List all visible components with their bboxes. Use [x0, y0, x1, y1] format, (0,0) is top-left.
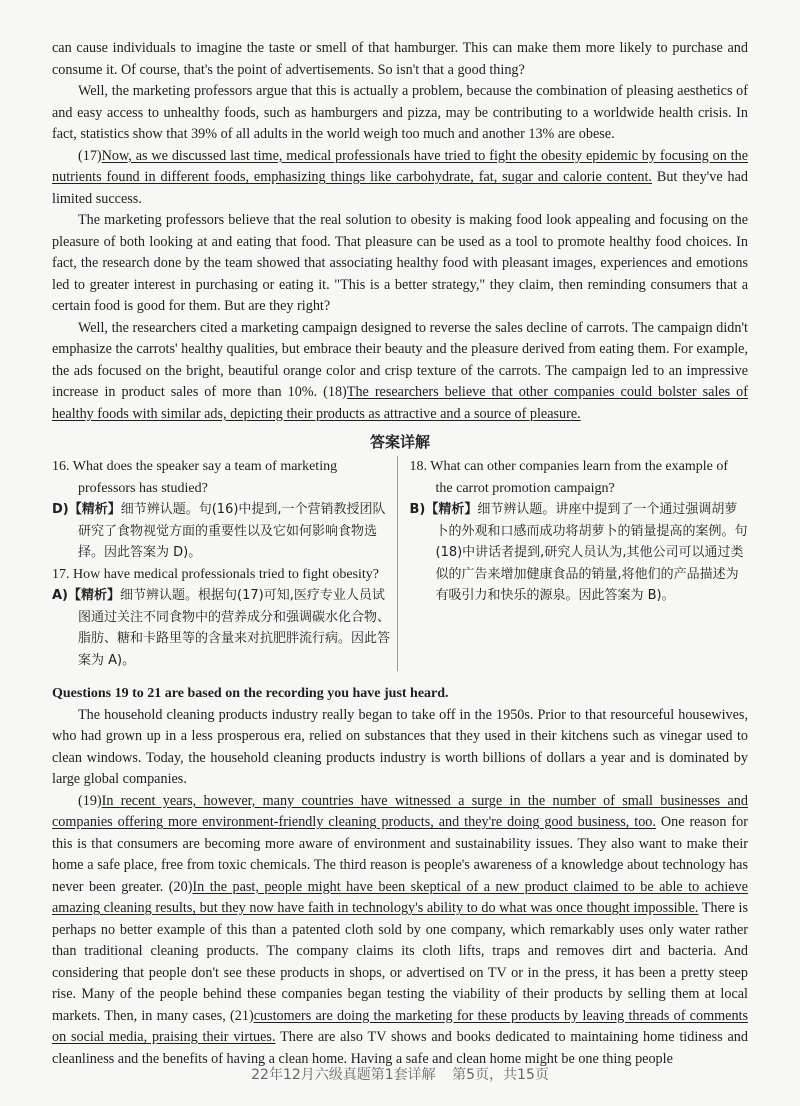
paragraph: can cause individuals to imagine the taste or smell of that hamburger. This can make them more likely to purchase and consume it. Of course, that's the point of advertisements. So isn't that a good thing? [52, 40, 748, 78]
question-17: 17. How have medical professionals tried to fight obesity? [52, 566, 379, 582]
answer-columns [52, 456, 748, 671]
underlined-sentence-17: Now, as we discussed last time, medical professionals have tried to fight the obesity epidemic by focusing on the nutrients found in different foods, emphasizing things like carbohydrate, fat, sugar and calorie content. [52, 147, 748, 185]
paragraph-18: Well, the researchers cited a marketing campaign designed to reverse the sales decline of carrots. The campaign didn't emphasize the carrots' healthy qualities, but embrace their beauty and the pleasure derived from eating them. For example, the ads focused on the bright, beautiful orange color and crisp texture of the carrots. The campaign led to an impressive increase in product sales of more than 10%. (18)The researchers believe that other companies could bolster sales of healthy foods with similar ads, depicting their products as attractive and a source of pleasure. [52, 319, 748, 422]
answer-18: B)【精析】细节辨认题。讲座中提到了一个通过强调胡萝卜的外观和口感而成功将胡萝卜的销量提高的案例。句(18)中讲话者提到,研究人员认为,其他公司可以通过类似的广告来增加健康食品的销量,将他们的产品描述为有吸引力和快乐的源泉。因此答案为 B)。 [409, 502, 748, 603]
question-16: 16. What does the speaker say a team of marketing professors has studied? [52, 459, 338, 496]
underlined-sentence-20: In the past, people might have been skeptical of a new product claimed to be able to achieve amazing cleaning results, but they now have faith in technology's ability to do what was once thought impossible. [52, 878, 748, 916]
paragraph-19-21: (19)In recent years, however, many countries have witnessed a surge in the number of small businesses and companies offering more environment-friendly cleaning products, and they're doing good business, too. One reason for this is that consumers are becoming more aware of environment and sustainability issues. They also want to make their home a safe place, free from toxic chemicals. The third reason is people's awareness of a knowledge about technology has never been greater. (20)In the past, people might have been skeptical of a new product claimed to be able to achieve amazing cleaning results, but they now have faith in technology's ability to do what was once thought impossible. There is perhaps no better example of this than a patented cloth sold by one company, which remarkably uses only water rather than traditional cleaning products. The company claims its cloth lifts, traps and removes dirt and bacteria. And considering that people don't see these products in shops, or advertised on TV or in the press, it has been a pretty steep rise. Many of the people behind these companies began testing the viability of their products by selling them at local markets. Then, in many cases, (21)customers are doing the marketing for these products by leaving threads of comments on social media, praising their virtues. There are also TV shows and books dedicated to maintaining home tidiness and cleanliness and the benefits of having a clean home. Having a safe and clean home might be one thing people [52, 792, 748, 1067]
paragraph: The household cleaning products industry really began to take off in the 1950s. Prior to that resourceful housewives, who had grown up in a less prosperous era, relied on substances that they used in their kitchens such as vinegar used to clean windows. Today, the household cleaning products industry is worth billions of dollars a year and is dominated by large global companies. [52, 706, 748, 787]
answer-column-right [398, 456, 749, 671]
paragraph: The marketing professors believe that the real solution to obesity is making food look appealing and focusing on the pleasure of both looking at and eating that food. That pleasure can be used as a tool to promote healthy food choices. In fact, the research done by the team showed that associating healthy food with pleasant images, experiences and emotions led to greater interest in purchasing or eating it. "This is a better strategy," they claim, then reminding consumers that a certain food is good for them. But are they right? [52, 212, 748, 314]
underlined-sentence-19: In recent years, however, many countries have witnessed a surge in the number of small businesses and companies offering more environment-friendly cleaning products, and they're doing good business, too. [52, 792, 748, 830]
footer-page-number: 第5页，共15页 [452, 1067, 549, 1083]
answer-16: D)【精析】细节辨认题。句(16)中提到,一个营销教授团队研究了食物视觉方面的重要性以及它如何影响食物选择。因此答案为 D)。 [52, 502, 386, 560]
page-content [52, 38, 748, 1070]
questions-heading: Questions 19 to 21 are based on the recording you have just heard. [52, 686, 449, 701]
paragraph-17: (17)Now, as we discussed last time, medical professionals have tried to fight the obesity epidemic by focusing on the nutrients found in different foods, emphasizing things like carbohydrate, fat, sugar and calorie content. But they've had limited success. [52, 147, 749, 207]
answer-column-left [52, 456, 398, 671]
answer-section-title: 答案详解 [369, 433, 430, 451]
underlined-sentence-18: The researchers believe that other companies could bolster sales of healthy foods with similar ads, depicting their products as attractive and a source of pleasure. [52, 384, 748, 422]
footer-doc-title: 22年12月六级真题第1套详解 [251, 1067, 436, 1083]
paragraph: Well, the marketing professors argue that this is actually a problem, because the combination of pleasing aesthetics of and easy access to unhealthy foods, such as hamburgers and pizza, may be contributing to a worldwide health crisis. In fact, statistics show that 39% of all adults in the world weigh too much and another 13% are obese. [52, 83, 748, 142]
underlined-sentence-21: customers are doing the marketing for these products by leaving threads of comments on social media, praising their virtues. [52, 1007, 748, 1045]
answer-17: A)【精析】细节辨认题。根据句(17)可知,医疗专业人员试图通过关注不同食物中的营养成分和强调碳水化合物、脂肪、糖和卡路里等的含量来对抗肥胖流行病。因此答案为 A)。 [52, 588, 391, 668]
question-18: 18. What can other companies learn from the example of the carrot promotion campaign? [409, 459, 729, 496]
page-footer [0, 1064, 800, 1084]
